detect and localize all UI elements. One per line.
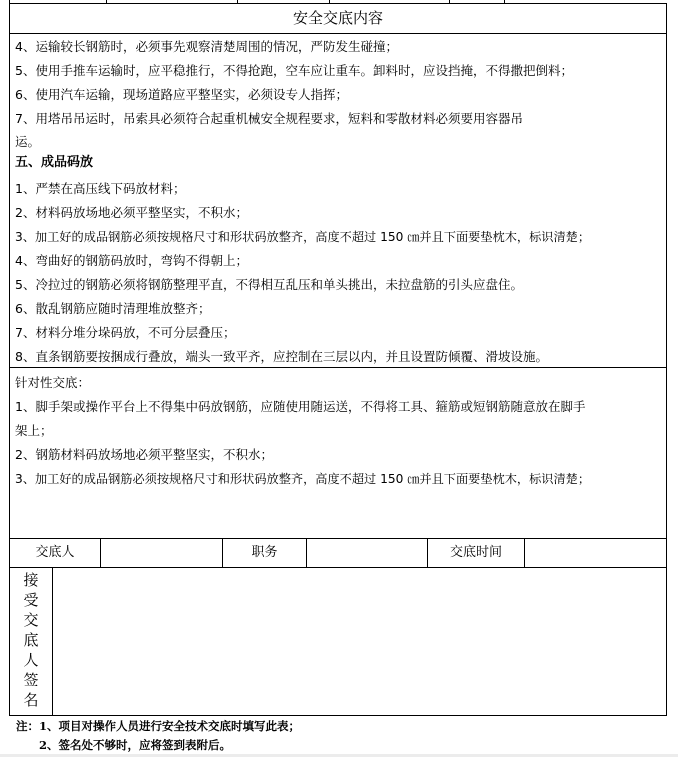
list-item: 7、材料分堆分垛码放，不可分层叠压； [15, 325, 236, 340]
top-row-bottom-line [9, 3, 667, 4]
list-item: 6、使用汽车运输，现场道路应平整坚实，必须设专人指挥； [15, 87, 348, 102]
disclosure-time-field[interactable] [525, 545, 666, 561]
note-line-1: 注：1、项目对操作人员进行安全技术交底时填写此表； [16, 719, 300, 733]
discloser-field[interactable] [101, 545, 222, 561]
receiver-label-char: 交 [23, 611, 39, 629]
disclosure-time-label: 交底时间 [449, 545, 502, 560]
receiver-label-char: 底 [23, 631, 39, 649]
position-field[interactable] [307, 545, 427, 561]
list-item: 5、使用手推车运输时，应平稳推行，不得抢跑，空车应让重车。卸料时，应设挡掩，不得撒把倒料； [15, 63, 573, 78]
list-item: 1、脚手架或操作平台上不得集中码放钢筋，应随使用随运送，不得将工具、箍筋或短钢筋随意放在脚手 [15, 399, 586, 414]
receiver-label-char: 接 [23, 571, 39, 589]
top-row-divider [504, 0, 505, 4]
receiver-signature-area[interactable] [53, 568, 666, 715]
note-line-2: 2、签名处不够时，应将签到表附后。 [39, 738, 231, 752]
top-row-divider [106, 0, 107, 4]
section-title: 安全交底内容 [292, 9, 383, 27]
receiver-label-char: 受 [23, 591, 39, 609]
list-item: 6、散乱钢筋应随时清理堆放整齐； [15, 301, 211, 316]
targeted-top-line [9, 367, 667, 368]
list-item: 2、材料码放场地必须平整坚实，不积水； [15, 205, 248, 220]
receiver-label-char: 人 [23, 651, 39, 669]
list-item: 运。 [15, 134, 41, 149]
list-item: 5、冷拉过的钢筋必须将钢筋整理平直，不得相互乱压和单头挑出，未拉盘筋的引头应盘住。 [15, 277, 523, 292]
table-right-border [666, 3, 667, 716]
signoff-top-line [9, 538, 667, 539]
list-item: 7、用塔吊吊运时，吊索具必须符合起重机械安全规程要求，短料和零散材料必须要用容器吊 [15, 111, 523, 126]
targeted-heading: 针对性交底： [15, 375, 91, 390]
position-label: 职务 [251, 545, 278, 560]
top-row-divider [449, 0, 450, 4]
top-row-divider [237, 0, 238, 4]
header-bottom-line [9, 33, 667, 34]
top-row-divider [329, 0, 330, 4]
list-item: 3、加工好的成品钢筋必须按规格尺寸和形状码放整齐，高度不超过 150 ㎝并且下面要垫枕木，标识清楚； [15, 230, 591, 244]
list-item: 4、运输较长钢筋时，必须事先观察清楚周围的情况，严防发生碰撞； [15, 39, 398, 54]
receiver-label-char: 签 [23, 671, 39, 689]
list-item: 8、直条钢筋要按捆成行叠放，端头一致平齐，应控制在三层以内，并且设置防倾覆、滑坡设施。 [15, 349, 548, 364]
section-heading: 五、成品码放 [15, 155, 94, 170]
list-item: 架上； [15, 423, 53, 438]
list-item: 2、钢筋材料码放场地必须平整坚实，不积水； [15, 447, 273, 462]
list-item: 4、弯曲好的钢筋码放时，弯钩不得朝上； [15, 253, 248, 268]
discloser-label: 交底人 [35, 545, 75, 560]
list-item: 3、加工好的成品钢筋必须按规格尺寸和形状码放整齐，高度不超过 150 ㎝并且下面要垫枕木，标识清楚； [15, 472, 591, 486]
table-bottom-line [9, 715, 667, 716]
list-item: 1、严禁在高压线下码放材料； [15, 181, 186, 196]
receiver-label-char: 名 [23, 691, 39, 709]
